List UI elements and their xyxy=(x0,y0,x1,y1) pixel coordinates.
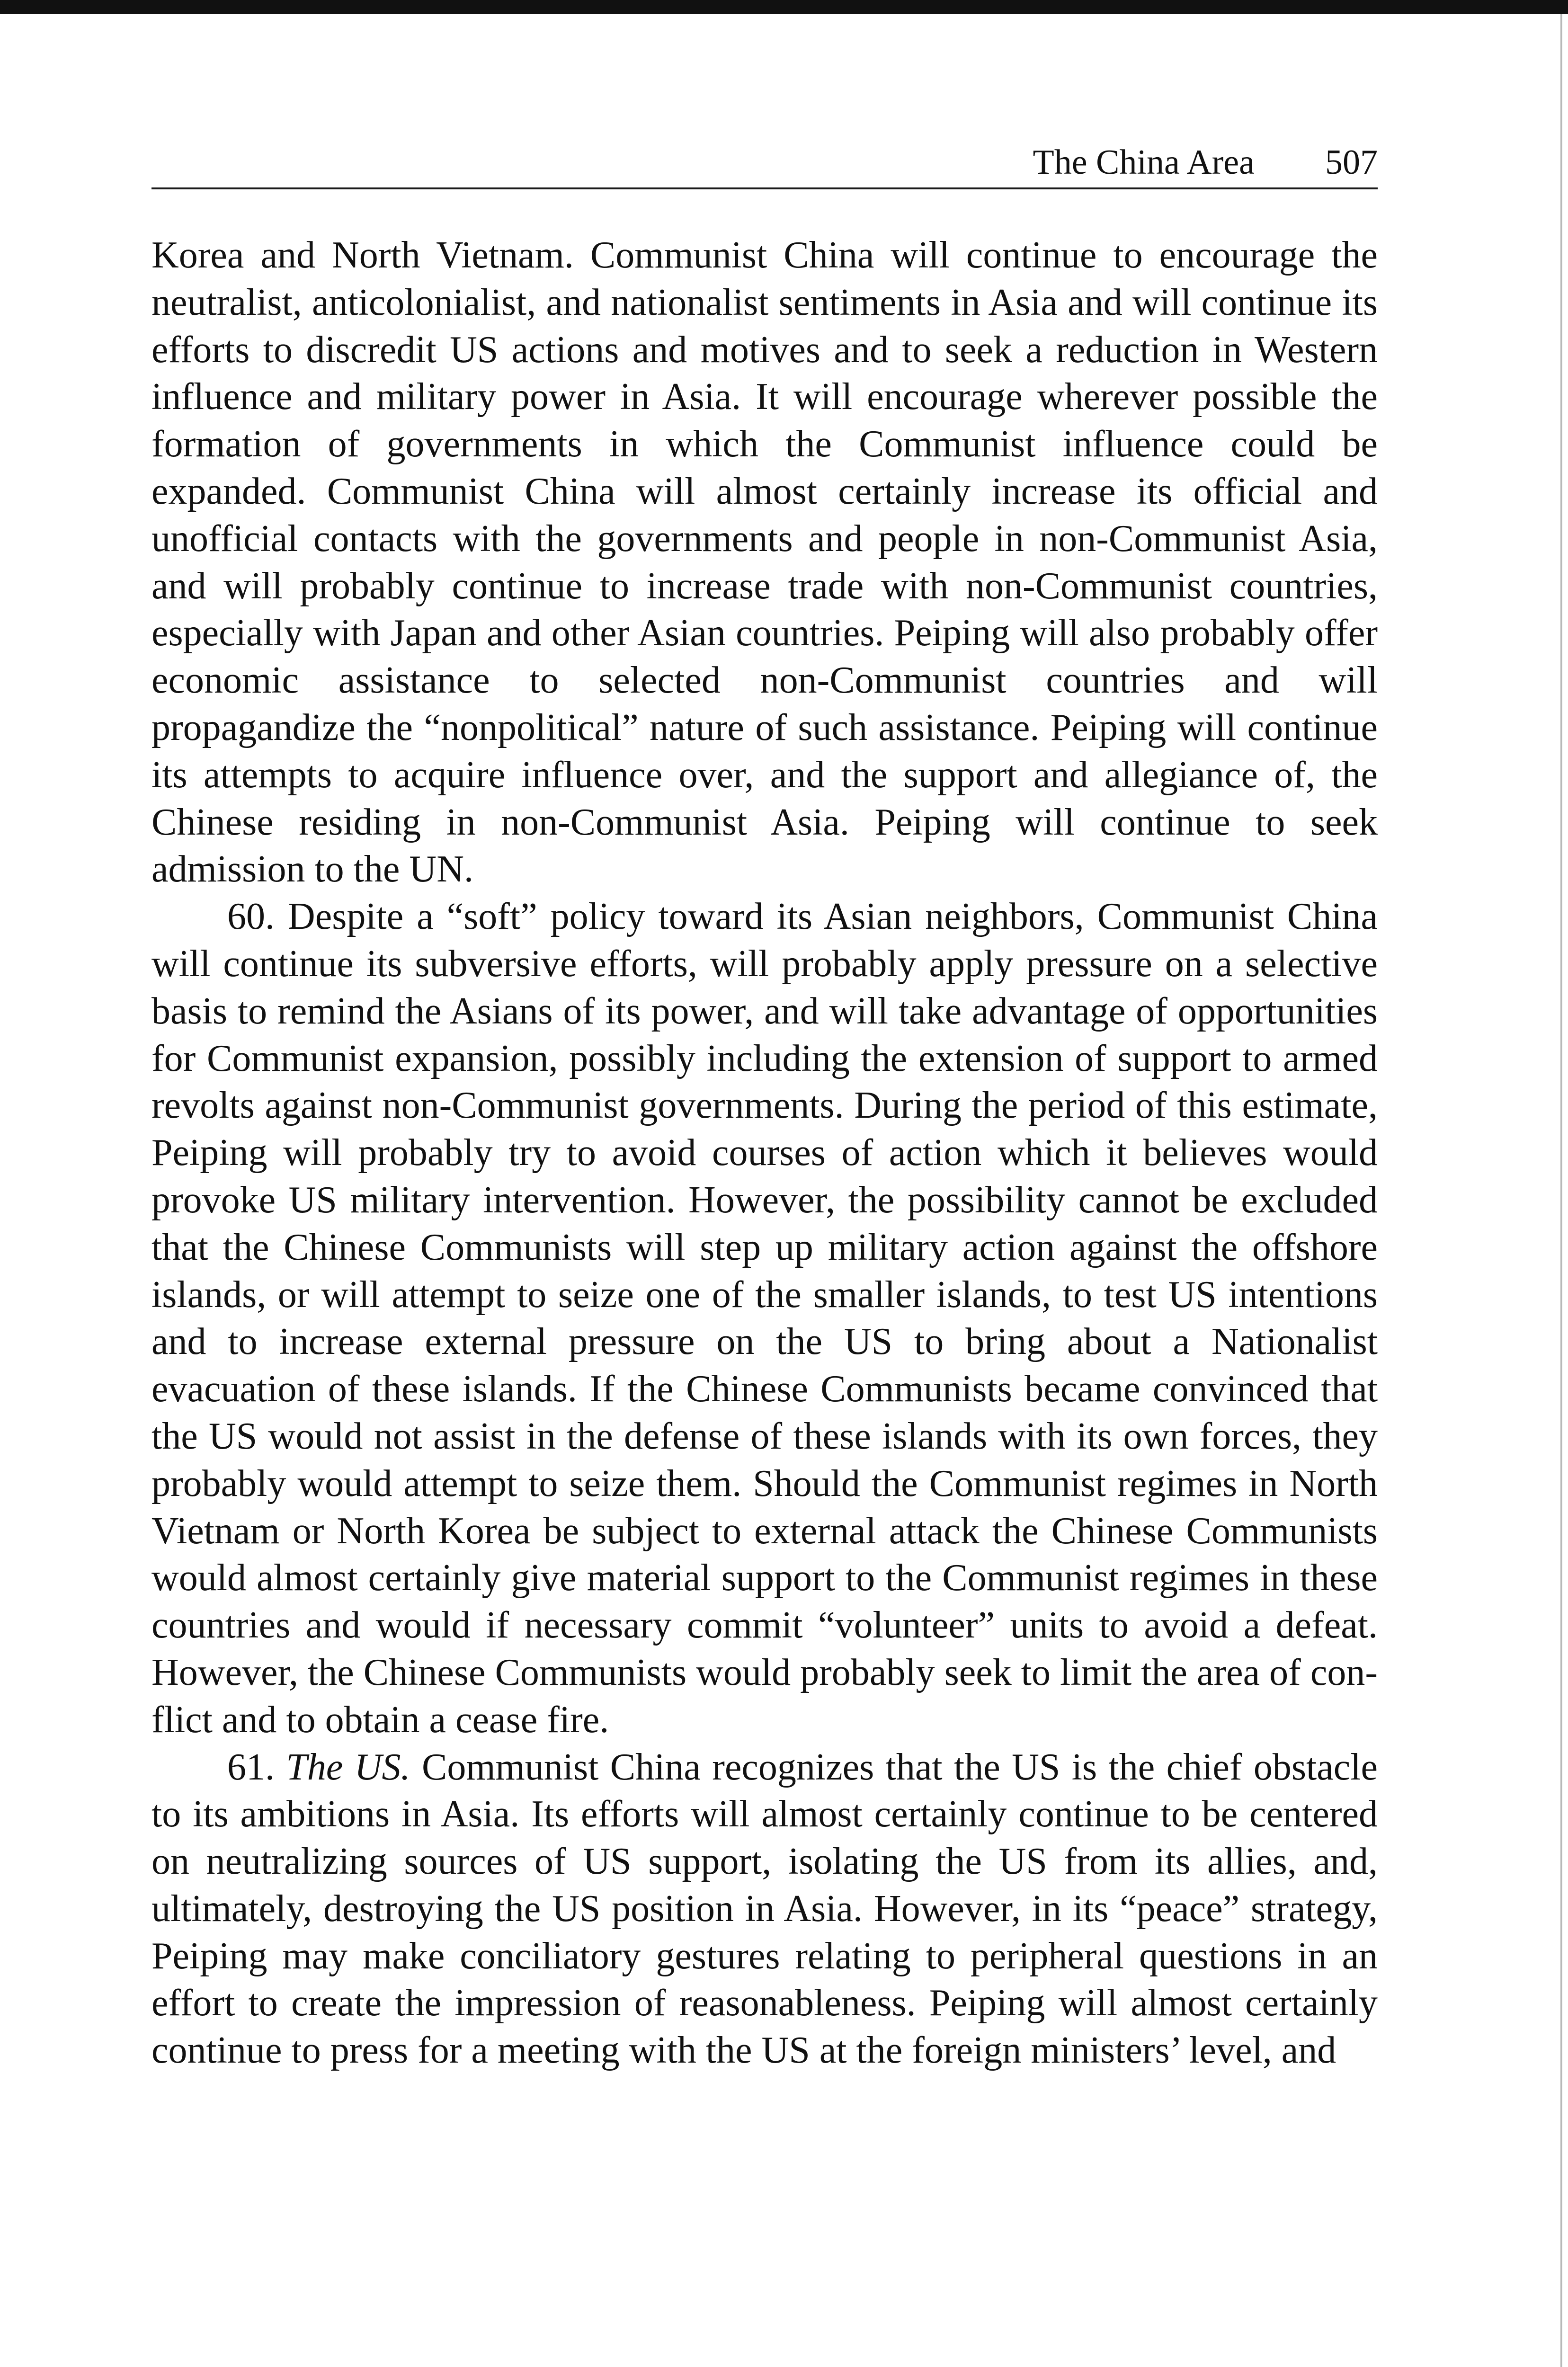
running-head xyxy=(151,137,1378,189)
paragraph-text: Despite a “soft” policy toward its Asian neighbors, Communist China will continue its subversive efforts, will probably apply pressure on a selective basis to remind the Asians of its power, and will take advantage of opportunities for Communist expansion, possibly including the extension of support to armed revolts against non-Communist governments. During the period of this estimate, Peiping will probably try to avoid courses of action which it believes would provoke US military intervention. However, the possibility cannot be excluded that the Chinese Communists will step up military action against the offshore islands, or will attempt to seize one of the smaller islands, to test US intentions and to increase external pressure on the US to bring about a Nationalist evacuation of these islands. If the Chinese Communists became convinced that the US would not assist in the defense of these islands with its own forces, they probably would attempt to seize them. Should the Communist regimes in North Vietnam or North Korea be subject to external attack the Chinese Communists would almost certainly give material support to the Communist regimes in these countries and would if necessary commit “volunteer” units to avoid a defeat. However, the Chinese Communists would probably seek to limit the area of conflict and to obtain a cease fire. xyxy=(151,896,1378,1741)
paragraph-number: 61. xyxy=(227,1746,275,1788)
running-title: The China Area xyxy=(1033,143,1255,182)
paragraph-number: 60. xyxy=(227,896,275,938)
paragraph-61 xyxy=(151,1744,1378,2075)
book-page xyxy=(151,0,1378,2367)
scan-right-edge xyxy=(1560,14,1562,2367)
paragraph-heading: The US. xyxy=(286,1746,410,1788)
paragraph-continued xyxy=(151,232,1378,893)
page-number: 507 xyxy=(1325,143,1378,182)
paragraph-text: Korea and North Vietnam. Communist China will continue to encourage the neutralist, anticolonialist, and nationalist sentiments in Asia and will continue its efforts to discredit US actions and motives and to seek a reduction in Western influence and military power in Asia. It will encourage wherever possible the formation of governments in which the Communist influence could be expanded. Communist China will almost certainly increase its official and unofficial contacts with the governments and people in non-Communist Asia, and will probably continue to increase trade with non-Communist countries, especially with Japan and other Asian countries. Peiping will also probably offer economic assistance to selected non-Communist countries and will propagandize the “nonpolitical” nature of such assistance. Peiping will continue its attempts to acquire influence over, and the support and allegiance of, the Chinese residing in non-Communist Asia. Peiping will continue to seek admission to the UN. xyxy=(151,234,1378,890)
paragraph-text: Communist China recognizes that the US is the chief obstacle to its ambitions in Asia. Its efforts will almost certainly continue to be centered on neutralizing sources of US support, isolating the US from its allies, and, ultimately, destroying the US position in Asia. However, in its “peace” strategy, Peiping may make conciliatory gestures relating to peripheral questions in an effort to create the impression of reasonableness. Peiping will almost certainly continue to press for a meeting with the US at the foreign ministers’ level, and xyxy=(151,1746,1378,2072)
paragraph-60 xyxy=(151,893,1378,1744)
body-text xyxy=(151,232,1378,2074)
